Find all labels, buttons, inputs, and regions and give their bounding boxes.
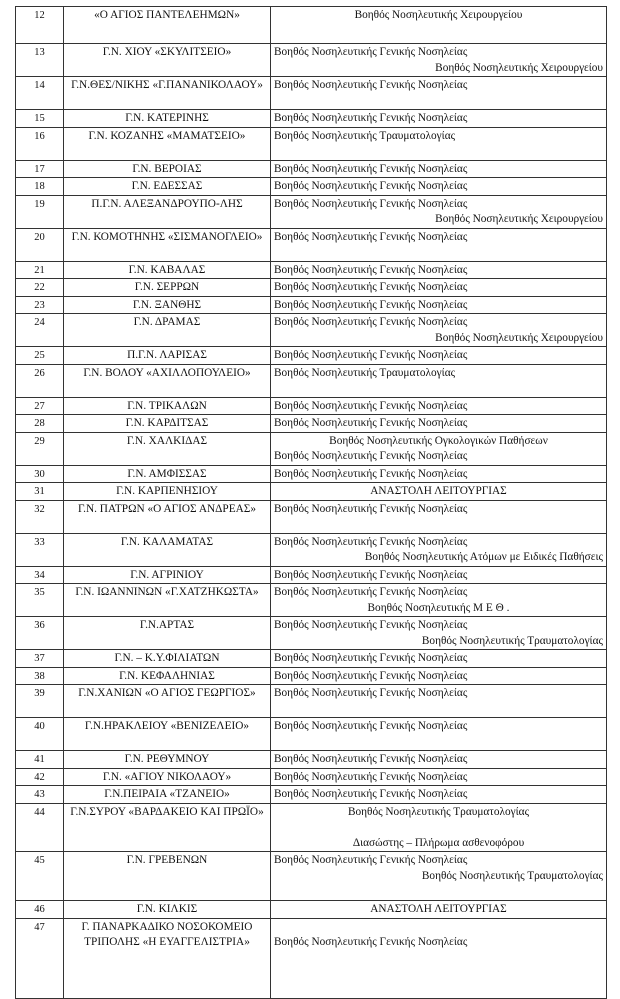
specialty-cell	[271, 279, 607, 297]
hospital-name: Γ.Ν. ΧΑΛΚΙΔΑΣ	[64, 432, 271, 465]
specialty-line: Βοηθός Νοσηλευτικής Τραυματολογίας	[274, 129, 456, 142]
row-number: 23	[16, 296, 64, 314]
specialty-line: ΑΝΑΣΤΟΛΗ ΛΕΙΤΟΥΡΓΙΑΣ	[370, 903, 507, 915]
specialty-cell	[271, 314, 607, 347]
table-row	[16, 533, 607, 566]
specialty-line: Βοηθός Νοσηλευτικής Μ Ε Θ .	[367, 601, 510, 614]
hospital-name: Γ.Ν.ΘΕΣ/ΝΙΚΗΣ «Γ.ΠΑΝΑΝΙΚΟΛΑΟΥ»	[64, 77, 271, 110]
row-number: 18	[16, 178, 64, 196]
specialty-line: Βοηθός Νοσηλευτικής Γενικής Νοσηλείας	[274, 162, 468, 175]
hospital-name: «Ο ΑΓΙΟΣ ΠΑΝΤΕΛΕΗΜΩΝ»	[64, 7, 271, 44]
specialty-line: Βοηθός Νοσηλευτικής Γενικής Νοσηλείας	[274, 568, 468, 581]
row-number: 28	[16, 415, 64, 433]
row-number: 32	[16, 500, 64, 533]
specialty-line: Βοηθός Νοσηλευτικής Γενικής Νοσηλείας	[274, 349, 468, 361]
specialty-cell	[271, 195, 607, 228]
hospital-name: Γ.Ν. ΚΟΖΑΝΗΣ «ΜΑΜΑΤΣΕΙΟ»	[64, 127, 271, 160]
table-row	[16, 718, 607, 751]
hospital-name: Γ.Ν. ΚΟΜΟΤΗΝΗΣ «ΣΙΣΜΑΝΟΓΛΕΙΟ»	[64, 228, 271, 261]
table-row	[16, 228, 607, 261]
hospital-name: Γ.Ν. ΚΙΛΚΙΣ	[64, 901, 271, 919]
specialty-cell	[271, 415, 607, 433]
table-row	[16, 279, 607, 297]
specialty-line: Βοηθός Νοσηλευτικής Ατόμων με Ειδικές Παθήσεις	[364, 551, 603, 563]
specialty-cell	[271, 261, 607, 279]
specialty-cell	[271, 918, 607, 998]
table-row	[16, 751, 607, 769]
specialty-line: Βοηθός Νοσηλευτικής Γενικής Νοσηλείας	[274, 535, 468, 548]
specialty-cell	[271, 803, 607, 852]
table-row	[16, 397, 607, 415]
specialty-line: Βοηθός Νοσηλευτικής Γενικής Νοσηλείας	[274, 770, 468, 783]
specialty-line: Βοηθός Νοσηλευτικής Γενικής Νοσηλείας	[274, 720, 468, 732]
hospital-name: Γ.Ν. ΠΑΤΡΩΝ «Ο ΑΓΙΟΣ ΑΝΔΡΕΑΣ»	[64, 500, 271, 533]
specialty-line: Βοηθός Νοσηλευτικής Γενικής Νοσηλείας	[274, 788, 468, 800]
specialty-line: Βοηθός Νοσηλευτικής Γενικής Νοσηλείας	[274, 467, 468, 480]
specialty-cell	[271, 685, 607, 718]
specialty-line: Βοηθός Νοσηλευτικής Γενικής Νοσηλείας	[274, 46, 468, 58]
hospital-name: Γ.Ν. ΕΔΕΣΣΑΣ	[64, 178, 271, 196]
specialty-line: Βοηθός Νοσηλευτικής Γενικής Νοσηλείας	[274, 263, 468, 276]
row-number: 16	[16, 127, 64, 160]
hospital-name: Γ.Ν. ΚΕΦΑΛΗΝΙΑΣ	[64, 667, 271, 685]
specialty-cell	[271, 432, 607, 465]
table-row	[16, 685, 607, 718]
specialty-line: Βοηθός Νοσηλευτικής Χειρουργείου	[354, 9, 523, 21]
table-row	[16, 127, 607, 160]
specialty-cell	[271, 483, 607, 501]
table-row	[16, 296, 607, 314]
specialty-cell	[271, 617, 607, 650]
table-row	[16, 768, 607, 786]
specialty-cell	[271, 786, 607, 804]
hospital-name: Γ.Ν. ΒΕΡΟΙΑΣ	[64, 160, 271, 178]
hospital-name: Γ.Ν. ΚΑΡΠΕΝΗΣΙΟΥ	[64, 483, 271, 501]
specialty-cell	[271, 901, 607, 919]
row-number: 29	[16, 432, 64, 465]
hospital-name: Γ.Ν. «ΑΓΙΟΥ ΝΙΚΟΛΑΟΥ»	[64, 768, 271, 786]
hospital-name: Γ.Ν. ΡΕΘΥΜΝΟΥ	[64, 751, 271, 769]
row-number: 24	[16, 314, 64, 347]
specialty-line: Βοηθός Νοσηλευτικής Τραυματολογίας	[274, 366, 456, 379]
hospital-name: Γ.Ν.ΠΕΙΡΑΙΑ «ΤΖΑΝΕΙΟ»	[64, 786, 271, 804]
row-number: 37	[16, 650, 64, 668]
spacer	[274, 820, 603, 836]
specialty-cell	[271, 347, 607, 365]
hospital-name: Γ.Ν.ΗΡΑΚΛΕΙΟΥ «ΒΕΝΙΖΕΛΕΙΟ»	[64, 718, 271, 751]
specialty-line: Βοηθός Νοσηλευτικής Γενικής Νοσηλείας	[274, 399, 468, 412]
row-number: 21	[16, 261, 64, 279]
spacer	[274, 920, 603, 936]
specialty-cell	[271, 751, 607, 769]
specialty-cell	[271, 533, 607, 566]
specialty-line: Βοηθός Νοσηλευτικής Γενικής Νοσηλείας	[274, 180, 468, 192]
row-number: 15	[16, 110, 64, 128]
table-row	[16, 901, 607, 919]
table-row	[16, 415, 607, 433]
table-row	[16, 314, 607, 347]
table-row	[16, 77, 607, 110]
table-row	[16, 483, 607, 501]
table-row	[16, 584, 607, 617]
specialty-cell	[271, 465, 607, 483]
specialty-line: Βοηθός Νοσηλευτικής Γενικής Νοσηλείας	[274, 230, 468, 243]
specialty-cell	[271, 566, 607, 584]
hospital-name: Π.Γ.Ν. ΑΛΕΞΑΝΔΡΟΥΠΟ-ΛΗΣ	[64, 195, 271, 228]
row-number: 46	[16, 901, 64, 919]
hospital-name: Γ.Ν.ΣΥΡΟΥ «ΒΑΡΔΑΚΕΙΟ ΚΑΙ ΠΡΩΪΟ»	[64, 803, 271, 852]
table-row	[16, 7, 607, 44]
specialty-cell	[271, 7, 607, 44]
hospital-name: Γ.Ν. ΧΙΟΥ «ΣΚΥΛΙΤΣΕΙΟ»	[64, 44, 271, 77]
specialty-line: Βοηθός Νοσηλευτικής Γενικής Νοσηλείας	[274, 854, 468, 866]
specialty-line: Βοηθός Νοσηλευτικής Γενικής Νοσηλείας	[274, 298, 468, 311]
specialty-line: Βοηθός Νοσηλευτικής Γενικής Νοσηλείας	[274, 281, 468, 293]
specialty-cell	[271, 397, 607, 415]
specialty-line: Βοηθός Νοσηλευτικής Γενικής Νοσηλείας	[274, 417, 468, 429]
specialty-line: Βοηθός Νοσηλευτικής Γενικής Νοσηλείας	[274, 936, 468, 948]
table-row	[16, 566, 607, 584]
row-number: 42	[16, 768, 64, 786]
table-row	[16, 465, 607, 483]
table-row	[16, 500, 607, 533]
table-row	[16, 178, 607, 196]
row-number: 43	[16, 786, 64, 804]
table-row	[16, 364, 607, 397]
hospital-name: Γ. ΠΑΝΑΡΚΑΔΙΚΟ ΝΟΣΟΚΟΜΕΙΟ ΤΡΙΠΟΛΗΣ «Η ΕΥΑΓΓΕΛΙΣΤΡΙΑ»	[64, 918, 271, 998]
table-row	[16, 786, 607, 804]
specialty-line: ΑΝΑΣΤΟΛΗ ΛΕΙΤΟΥΡΓΙΑΣ	[370, 485, 507, 497]
specialty-line: Βοηθός Νοσηλευτικής Χειρουργείου	[435, 331, 603, 344]
row-number: 45	[16, 852, 64, 901]
row-number: 36	[16, 617, 64, 650]
hospital-name: Γ.Ν. ΙΩΑΝΝΙΝΩΝ «Γ.ΧΑΤΖΗΚΩΣΤΑ»	[64, 584, 271, 617]
row-number: 26	[16, 364, 64, 397]
row-number: 14	[16, 77, 64, 110]
specialty-cell	[271, 500, 607, 533]
specialty-cell	[271, 650, 607, 668]
specialty-line: Βοηθός Νοσηλευτικής Τραυματολογίας	[421, 869, 603, 882]
specialty-line: Διασώστης – Πλήρωμα ασθενοφόρου	[352, 836, 525, 849]
specialty-line: Βοηθός Νοσηλευτικής Γενικής Νοσηλείας	[274, 112, 468, 124]
hospital-name: Γ.Ν. ΤΡΙΚΑΛΩΝ	[64, 397, 271, 415]
specialty-cell	[271, 364, 607, 397]
hospital-name: Γ.Ν. ΚΑΤΕΡΙΝΗΣ	[64, 110, 271, 128]
hospital-name: Γ.Ν. ΓΡΕΒΕΝΩΝ	[64, 852, 271, 901]
specialty-cell	[271, 718, 607, 751]
specialty-cell	[271, 768, 607, 786]
hospital-name: Γ.Ν. ΚΑΡΔΙΤΣΑΣ	[64, 415, 271, 433]
row-number: 30	[16, 465, 64, 483]
specialty-line: Βοηθός Νοσηλευτικής Γενικής Νοσηλείας	[274, 652, 468, 664]
hospitals-table-body	[16, 7, 607, 999]
table-row	[16, 195, 607, 228]
table-row	[16, 852, 607, 901]
table-row	[16, 347, 607, 365]
row-number: 47	[16, 918, 64, 998]
specialty-line: Βοηθός Νοσηλευτικής Γενικής Νοσηλείας	[274, 502, 468, 515]
row-number: 25	[16, 347, 64, 365]
specialty-cell	[271, 77, 607, 110]
specialty-line: Βοηθός Νοσηλευτικής Γενικής Νοσηλείας	[274, 753, 468, 765]
row-number: 31	[16, 483, 64, 501]
table-row	[16, 667, 607, 685]
row-number: 13	[16, 44, 64, 77]
specialty-line: Βοηθός Νοσηλευτικής Γενικής Νοσηλείας	[274, 450, 468, 462]
row-number: 20	[16, 228, 64, 261]
specialty-cell	[271, 160, 607, 178]
hospital-name: Γ.Ν.ΑΡΤΑΣ	[64, 617, 271, 650]
table-row	[16, 44, 607, 77]
specialty-line: Βοηθός Νοσηλευτικής Χειρουργείου	[435, 213, 603, 225]
table-row	[16, 160, 607, 178]
table-row	[16, 110, 607, 128]
hospital-name: Γ.Ν. ΒΟΛΟΥ «ΑΧΙΛΛΟΠΟΥΛΕΙΟ»	[64, 364, 271, 397]
specialty-cell	[271, 44, 607, 77]
row-number: 44	[16, 803, 64, 852]
row-number: 35	[16, 584, 64, 617]
specialty-line: Βοηθός Νοσηλευτικής Γενικής Νοσηλείας	[274, 586, 468, 598]
table-row	[16, 261, 607, 279]
hospital-name: Γ.Ν. ΔΡΑΜΑΣ	[64, 314, 271, 347]
specialty-cell	[271, 584, 607, 617]
hospital-name: Γ.Ν. ΑΜΦΙΣΣΑΣ	[64, 465, 271, 483]
hospitals-table	[15, 6, 607, 999]
hospital-name: Γ.Ν. ΚΑΛΑΜΑΤΑΣ	[64, 533, 271, 566]
specialty-cell	[271, 667, 607, 685]
row-number: 27	[16, 397, 64, 415]
hospital-name: Γ.Ν.ΧΑΝΙΩΝ «Ο ΑΓΙΟΣ ΓΕΩΡΓΙΟΣ»	[64, 685, 271, 718]
table-row	[16, 918, 607, 998]
specialty-line: Βοηθός Νοσηλευτικής Γενικής Νοσηλείας	[274, 316, 468, 328]
table-row	[16, 617, 607, 650]
specialty-line: Βοηθός Νοσηλευτικής Γενικής Νοσηλείας	[274, 79, 468, 91]
row-number: 41	[16, 751, 64, 769]
row-number: 12	[16, 7, 64, 44]
specialty-cell	[271, 852, 607, 901]
hospital-name: Γ.Ν. ΑΓΡΙΝΙΟΥ	[64, 566, 271, 584]
row-number: 17	[16, 160, 64, 178]
row-number: 33	[16, 533, 64, 566]
row-number: 38	[16, 667, 64, 685]
specialty-line: Βοηθός Νοσηλευτικής Γενικής Νοσηλείας	[274, 687, 468, 699]
specialty-line: Βοηθός Νοσηλευτικής Γενικής Νοσηλείας	[274, 619, 468, 631]
row-number: 34	[16, 566, 64, 584]
specialty-cell	[271, 110, 607, 128]
specialty-cell	[271, 228, 607, 261]
table-row	[16, 432, 607, 465]
hospital-name: Γ.Ν. ΚΑΒΑΛΑΣ	[64, 261, 271, 279]
specialty-cell	[271, 178, 607, 196]
specialty-line: Βοηθός Νοσηλευτικής Χειρουργείου	[435, 61, 603, 74]
table-row	[16, 803, 607, 852]
hospital-name: Γ.Ν. ΞΑΝΘΗΣ	[64, 296, 271, 314]
specialty-cell	[271, 296, 607, 314]
specialty-line: Βοηθός Νοσηλευτικής Τραυματολογίας	[347, 805, 530, 818]
table-row	[16, 650, 607, 668]
specialty-cell	[271, 127, 607, 160]
hospital-name: Π.Γ.Ν. ΛΑΡΙΣΑΣ	[64, 347, 271, 365]
row-number: 40	[16, 718, 64, 751]
specialty-line: Βοηθός Νοσηλευτικής Γενικής Νοσηλείας	[274, 669, 468, 682]
specialty-line: Βοηθός Νοσηλευτικής Ογκολογικών Παθήσεων	[329, 434, 548, 447]
hospital-name: Γ.Ν. – Κ.Υ.ΦΙΛΙΑΤΩΝ	[64, 650, 271, 668]
row-number: 39	[16, 685, 64, 718]
hospital-name: Γ.Ν. ΣΕΡΡΩΝ	[64, 279, 271, 297]
specialty-line: Βοηθός Νοσηλευτικής Γενικής Νοσηλείας	[274, 197, 468, 210]
row-number: 19	[16, 195, 64, 228]
specialty-line: Βοηθός Νοσηλευτικής Τραυματολογίας	[421, 634, 603, 647]
row-number: 22	[16, 279, 64, 297]
